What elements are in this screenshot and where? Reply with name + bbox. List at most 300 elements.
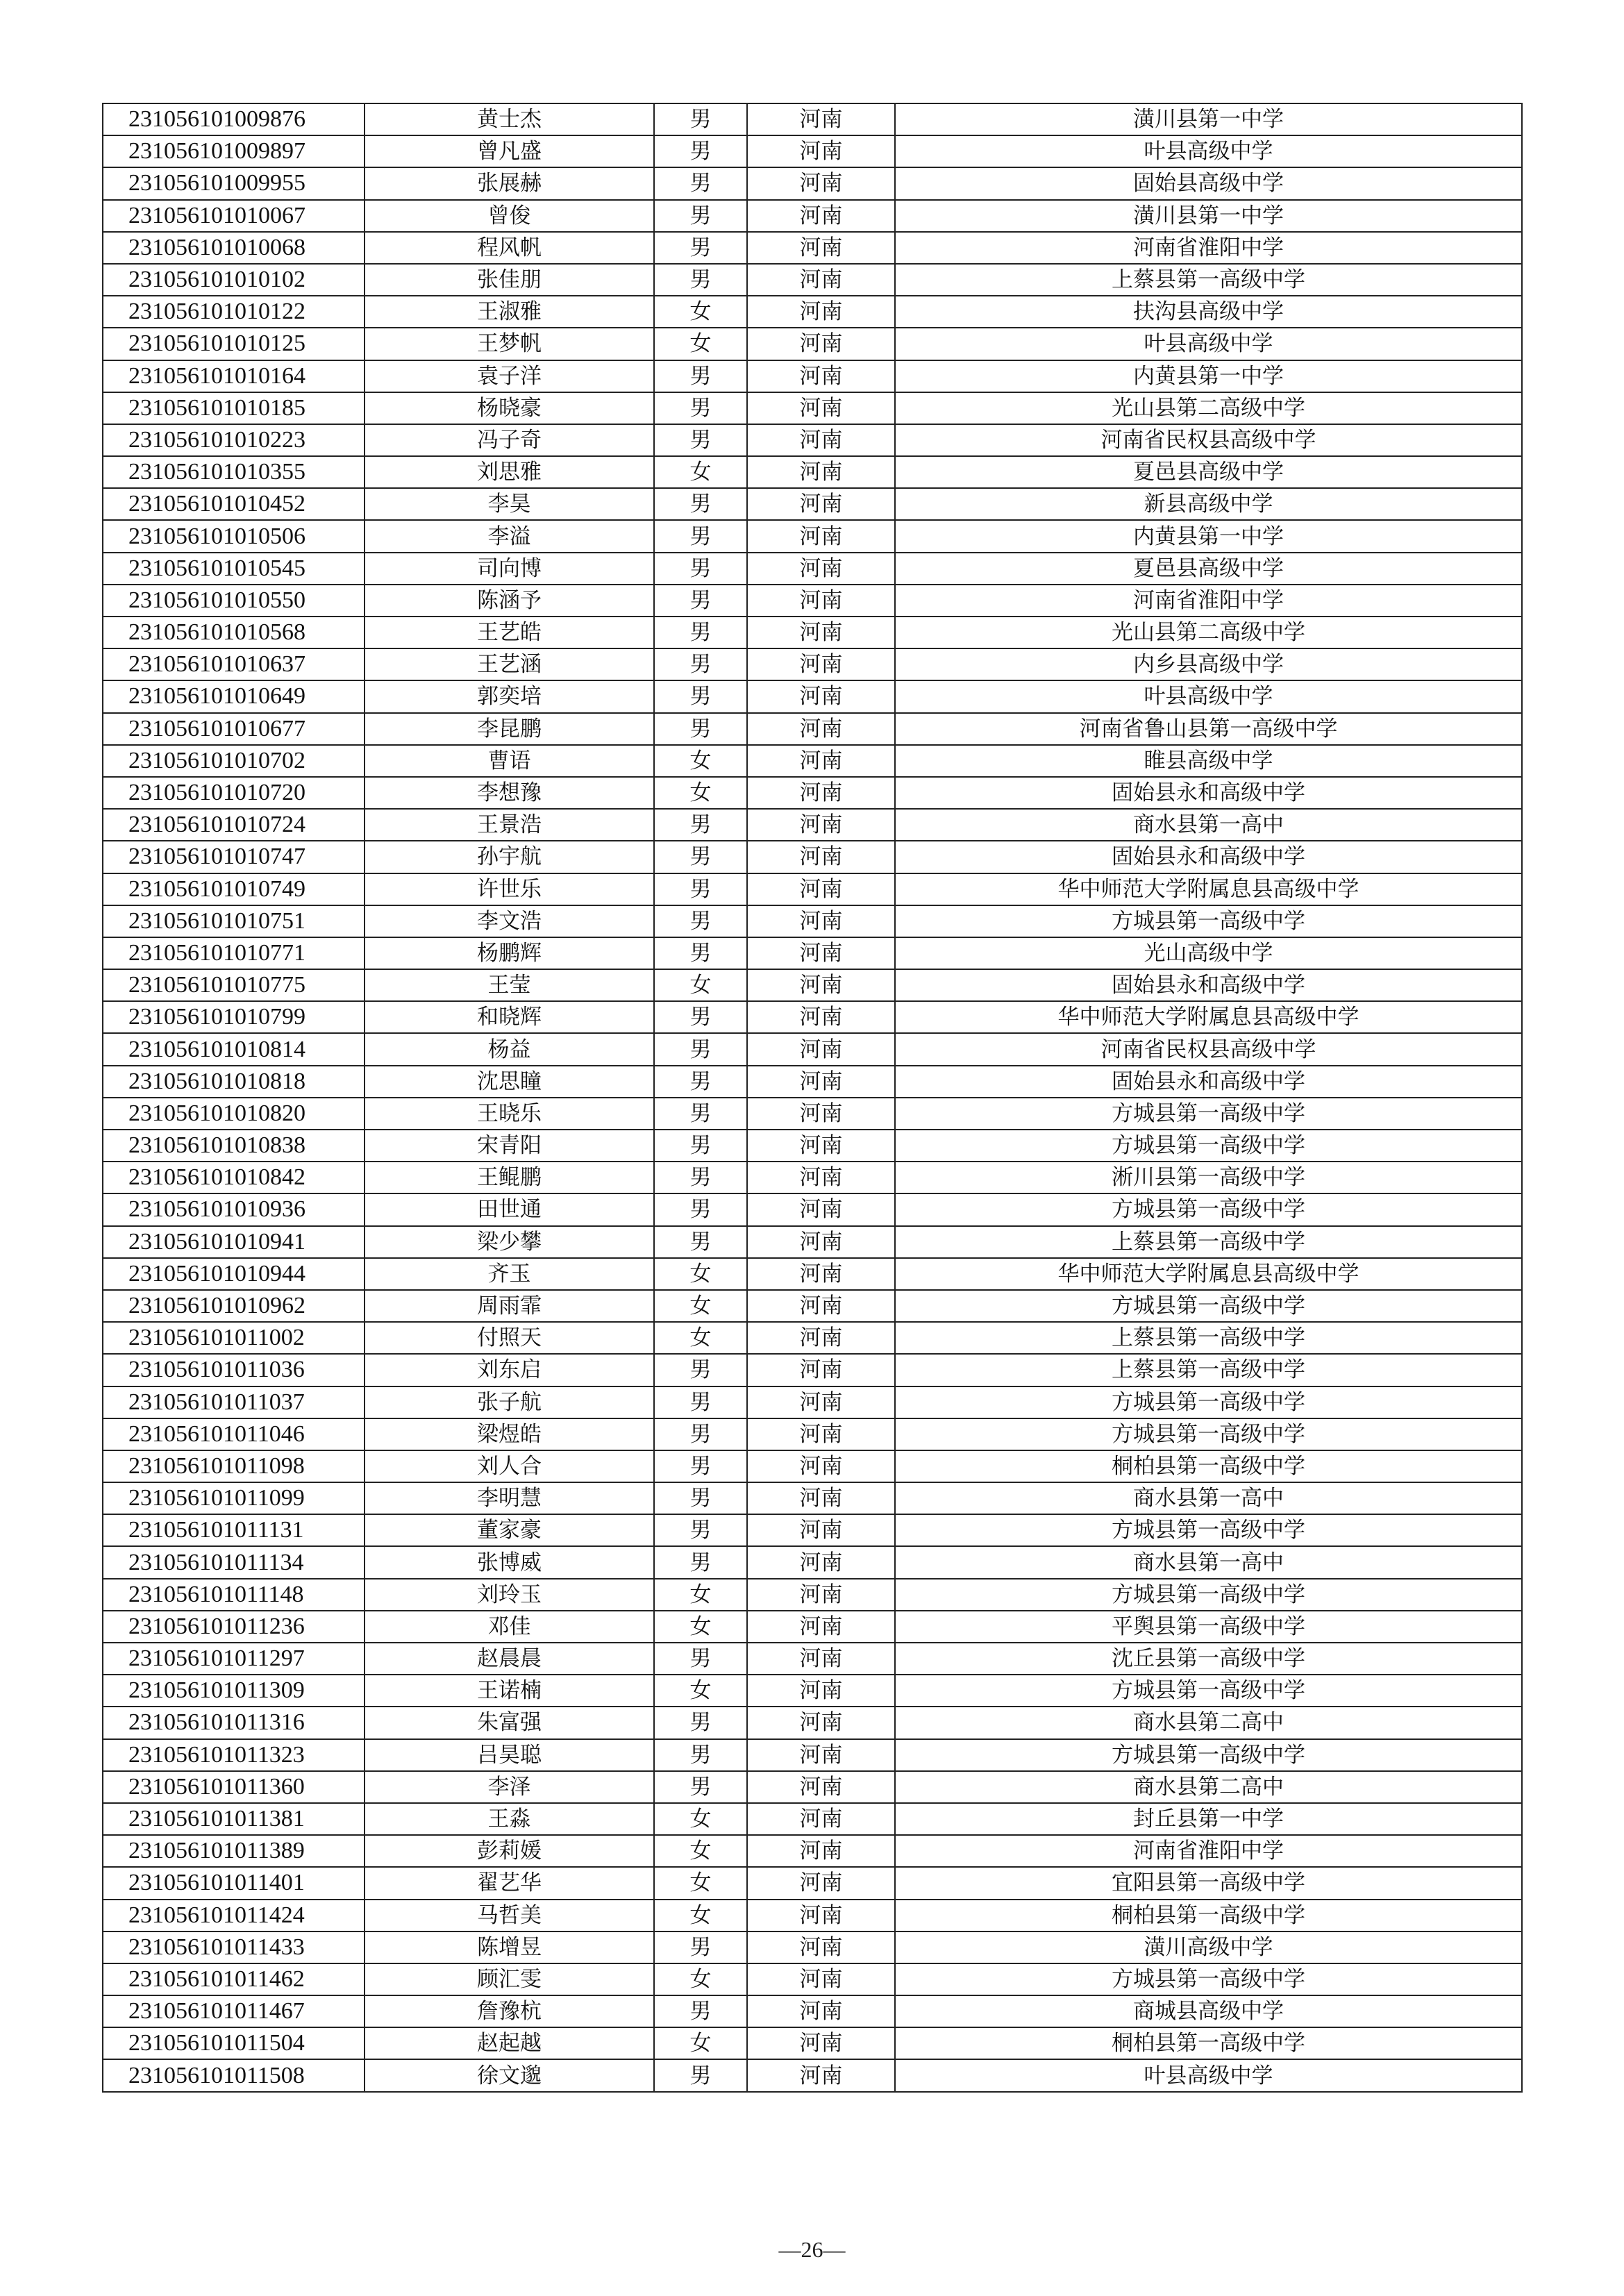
- gender-cell: 男: [654, 2059, 747, 2091]
- candidate-id-cell: 231056101010223: [103, 424, 365, 456]
- school-cell: 方城县第一高级中学: [895, 1963, 1522, 1995]
- table-row: [103, 1193, 1522, 1225]
- name-cell: 刘思雅: [365, 456, 654, 488]
- table-row: [103, 680, 1522, 712]
- candidate-id-cell: 231056101011099: [103, 1482, 365, 1514]
- table-row: [103, 1258, 1522, 1290]
- table-row: [103, 1514, 1522, 1546]
- table-row: [103, 969, 1522, 1001]
- table-row: [103, 2027, 1522, 2059]
- name-cell: 邓佳: [365, 1611, 654, 1643]
- school-cell: 商水县第一高中: [895, 809, 1522, 841]
- gender-cell: 女: [654, 1290, 747, 1322]
- candidate-id-cell: 231056101010818: [103, 1066, 365, 1098]
- name-cell: 张博威: [365, 1546, 654, 1578]
- gender-cell: 男: [654, 264, 747, 296]
- name-cell: 王淼: [365, 1803, 654, 1835]
- candidate-id-cell: 231056101010724: [103, 809, 365, 841]
- gender-cell: 女: [654, 745, 747, 777]
- table-row: [103, 1001, 1522, 1033]
- table-row: [103, 1290, 1522, 1322]
- gender-cell: 男: [654, 488, 747, 520]
- candidate-id-cell: 231056101011098: [103, 1450, 365, 1482]
- table-row: [103, 1867, 1522, 1899]
- gender-cell: 女: [654, 1835, 747, 1867]
- province-cell: 河南: [747, 1482, 895, 1514]
- candidate-id-cell: 231056101011508: [103, 2059, 365, 2091]
- province-cell: 河南: [747, 392, 895, 424]
- name-cell: 曹语: [365, 745, 654, 777]
- name-cell: 徐文邈: [365, 2059, 654, 2091]
- gender-cell: 男: [654, 1514, 747, 1546]
- name-cell: 王晓乐: [365, 1098, 654, 1130]
- name-cell: 李想豫: [365, 777, 654, 809]
- table-row: [103, 264, 1522, 296]
- table-row: [103, 328, 1522, 360]
- candidate-id-cell: 231056101010775: [103, 969, 365, 1001]
- name-cell: 詹豫杭: [365, 1995, 654, 2027]
- name-cell: 杨益: [365, 1033, 654, 1065]
- name-cell: 李溢: [365, 520, 654, 552]
- candidate-id-cell: 231056101010067: [103, 200, 365, 232]
- school-cell: 方城县第一高级中学: [895, 1386, 1522, 1418]
- school-cell: 商水县第一高中: [895, 1546, 1522, 1578]
- gender-cell: 女: [654, 1867, 747, 1899]
- school-cell: 固始县高级中学: [895, 167, 1522, 199]
- gender-cell: 女: [654, 1803, 747, 1835]
- table-row: [103, 1579, 1522, 1611]
- candidate-id-cell: 231056101010838: [103, 1130, 365, 1162]
- name-cell: 王梦帆: [365, 328, 654, 360]
- school-cell: 桐柏县第一高级中学: [895, 1900, 1522, 1932]
- school-cell: 商水县第二高中: [895, 1771, 1522, 1803]
- gender-cell: 男: [654, 841, 747, 873]
- candidate-id-cell: 231056101011297: [103, 1643, 365, 1675]
- school-cell: 河南省民权县高级中学: [895, 1033, 1522, 1065]
- province-cell: 河南: [747, 553, 895, 585]
- name-cell: 黄士杰: [365, 103, 654, 135]
- table-row: [103, 1835, 1522, 1867]
- table-row: [103, 1995, 1522, 2027]
- table-row: [103, 873, 1522, 905]
- province-cell: 河南: [747, 969, 895, 1001]
- table-row: [103, 1803, 1522, 1835]
- province-cell: 河南: [747, 232, 895, 264]
- province-cell: 河南: [747, 1386, 895, 1418]
- province-cell: 河南: [747, 1835, 895, 1867]
- name-cell: 曾俊: [365, 200, 654, 232]
- table-row: [103, 424, 1522, 456]
- province-cell: 河南: [747, 585, 895, 617]
- school-cell: 河南省民权县高级中学: [895, 424, 1522, 456]
- table-row: [103, 1033, 1522, 1065]
- candidate-id-cell: 231056101011504: [103, 2027, 365, 2059]
- school-cell: 河南省淮阳中学: [895, 232, 1522, 264]
- table-row: [103, 167, 1522, 199]
- school-cell: 桐柏县第一高级中学: [895, 2027, 1522, 2059]
- name-cell: 王鲲鹏: [365, 1162, 654, 1193]
- table-row: [103, 200, 1522, 232]
- school-cell: 华中师范大学附属息县高级中学: [895, 1001, 1522, 1033]
- name-cell: 李昆鹏: [365, 713, 654, 745]
- gender-cell: 男: [654, 1450, 747, 1482]
- school-cell: 方城县第一高级中学: [895, 1193, 1522, 1225]
- province-cell: 河南: [747, 1867, 895, 1899]
- school-cell: 方城县第一高级中学: [895, 1579, 1522, 1611]
- school-cell: 上蔡县第一高级中学: [895, 1322, 1522, 1354]
- province-cell: 河南: [747, 424, 895, 456]
- table-row: [103, 617, 1522, 648]
- name-cell: 冯子奇: [365, 424, 654, 456]
- name-cell: 陈增昱: [365, 1932, 654, 1963]
- gender-cell: 男: [654, 617, 747, 648]
- province-cell: 河南: [747, 520, 895, 552]
- school-cell: 叶县高级中学: [895, 680, 1522, 712]
- school-cell: 上蔡县第一高级中学: [895, 1226, 1522, 1258]
- candidate-id-cell: 231056101010164: [103, 360, 365, 392]
- candidate-id-cell: 231056101010568: [103, 617, 365, 648]
- gender-cell: 女: [654, 2027, 747, 2059]
- candidate-id-cell: 231056101011323: [103, 1739, 365, 1771]
- candidate-id-cell: 231056101010545: [103, 553, 365, 585]
- province-cell: 河南: [747, 937, 895, 969]
- province-cell: 河南: [747, 264, 895, 296]
- gender-cell: 女: [654, 328, 747, 360]
- candidate-id-cell: 231056101010720: [103, 777, 365, 809]
- gender-cell: 男: [654, 1386, 747, 1418]
- gender-cell: 男: [654, 1098, 747, 1130]
- school-cell: 桐柏县第一高级中学: [895, 1450, 1522, 1482]
- candidate-id-cell: 231056101011381: [103, 1803, 365, 1835]
- province-cell: 河南: [747, 648, 895, 680]
- province-cell: 河南: [747, 1546, 895, 1578]
- gender-cell: 男: [654, 1162, 747, 1193]
- table-row: [103, 777, 1522, 809]
- province-cell: 河南: [747, 1130, 895, 1162]
- candidate-id-cell: 231056101010814: [103, 1033, 365, 1065]
- province-cell: 河南: [747, 617, 895, 648]
- gender-cell: 男: [654, 1643, 747, 1675]
- school-cell: 扶沟县高级中学: [895, 296, 1522, 328]
- table-row: [103, 1932, 1522, 1963]
- candidate-id-cell: 231056101011467: [103, 1995, 365, 2027]
- name-cell: 朱富强: [365, 1707, 654, 1738]
- page-number: —26—: [778, 2237, 846, 2262]
- table-row: [103, 937, 1522, 969]
- table-row: [103, 1066, 1522, 1098]
- gender-cell: 男: [654, 873, 747, 905]
- province-cell: 河南: [747, 1803, 895, 1835]
- candidate-id-cell: 231056101011134: [103, 1546, 365, 1578]
- gender-cell: 女: [654, 1322, 747, 1354]
- province-cell: 河南: [747, 135, 895, 167]
- province-cell: 河南: [747, 1771, 895, 1803]
- gender-cell: 女: [654, 777, 747, 809]
- gender-cell: 男: [654, 1193, 747, 1225]
- school-cell: 上蔡县第一高级中学: [895, 264, 1522, 296]
- gender-cell: 男: [654, 1546, 747, 1578]
- table-row: [103, 360, 1522, 392]
- candidate-id-cell: 231056101010944: [103, 1258, 365, 1290]
- name-cell: 李昊: [365, 488, 654, 520]
- gender-cell: 男: [654, 1707, 747, 1738]
- school-cell: 方城县第一高级中学: [895, 1418, 1522, 1450]
- school-cell: 方城县第一高级中学: [895, 905, 1522, 937]
- table-row: [103, 1771, 1522, 1803]
- school-cell: 固始县永和高级中学: [895, 841, 1522, 873]
- table-row: [103, 232, 1522, 264]
- name-cell: 王艺涵: [365, 648, 654, 680]
- name-cell: 翟艺华: [365, 1867, 654, 1899]
- table-row: [103, 1963, 1522, 1995]
- candidate-id-cell: 231056101011148: [103, 1579, 365, 1611]
- table-row: [103, 392, 1522, 424]
- gender-cell: 男: [654, 937, 747, 969]
- table-row: [103, 1611, 1522, 1643]
- gender-cell: 男: [654, 424, 747, 456]
- candidate-id-cell: 231056101011037: [103, 1386, 365, 1418]
- gender-cell: 男: [654, 648, 747, 680]
- school-cell: 睢县高级中学: [895, 745, 1522, 777]
- school-cell: 河南省鲁山县第一高级中学: [895, 713, 1522, 745]
- name-cell: 曾凡盛: [365, 135, 654, 167]
- school-cell: 内黄县第一中学: [895, 520, 1522, 552]
- school-cell: 方城县第一高级中学: [895, 1290, 1522, 1322]
- table-row: [103, 1322, 1522, 1354]
- province-cell: 河南: [747, 1226, 895, 1258]
- school-cell: 固始县永和高级中学: [895, 969, 1522, 1001]
- table-row: [103, 1130, 1522, 1162]
- school-cell: 沈丘县第一高级中学: [895, 1643, 1522, 1675]
- candidate-id-cell: 231056101010506: [103, 520, 365, 552]
- table-row: [103, 1546, 1522, 1578]
- province-cell: 河南: [747, 1193, 895, 1225]
- candidate-id-cell: 231056101010842: [103, 1162, 365, 1193]
- gender-cell: 男: [654, 1482, 747, 1514]
- gender-cell: 男: [654, 713, 747, 745]
- school-cell: 平舆县第一高级中学: [895, 1611, 1522, 1643]
- name-cell: 刘玲玉: [365, 1579, 654, 1611]
- province-cell: 河南: [747, 1450, 895, 1482]
- gender-cell: 男: [654, 1995, 747, 2027]
- table-row: [103, 456, 1522, 488]
- school-cell: 河南省淮阳中学: [895, 1835, 1522, 1867]
- gender-cell: 男: [654, 680, 747, 712]
- candidate-id-cell: 231056101009876: [103, 103, 365, 135]
- table-body: [103, 103, 1522, 2092]
- name-cell: 杨晓豪: [365, 392, 654, 424]
- school-cell: 淅川县第一高级中学: [895, 1162, 1522, 1193]
- province-cell: 河南: [747, 1290, 895, 1322]
- name-cell: 王淑雅: [365, 296, 654, 328]
- school-cell: 方城县第一高级中学: [895, 1675, 1522, 1707]
- province-cell: 河南: [747, 1675, 895, 1707]
- candidate-id-cell: 231056101011002: [103, 1322, 365, 1354]
- table-row: [103, 135, 1522, 167]
- province-cell: 河南: [747, 2027, 895, 2059]
- gender-cell: 女: [654, 1579, 747, 1611]
- name-cell: 杨鹏辉: [365, 937, 654, 969]
- name-cell: 程风帆: [365, 232, 654, 264]
- province-cell: 河南: [747, 1514, 895, 1546]
- candidate-id-cell: 231056101010355: [103, 456, 365, 488]
- table-row: [103, 553, 1522, 585]
- name-cell: 刘东启: [365, 1354, 654, 1386]
- gender-cell: 女: [654, 1258, 747, 1290]
- school-cell: 华中师范大学附属息县高级中学: [895, 873, 1522, 905]
- school-cell: 叶县高级中学: [895, 328, 1522, 360]
- candidate-id-cell: 231056101010185: [103, 392, 365, 424]
- gender-cell: 女: [654, 969, 747, 1001]
- province-cell: 河南: [747, 296, 895, 328]
- school-cell: 商城县高级中学: [895, 1995, 1522, 2027]
- gender-cell: 男: [654, 1739, 747, 1771]
- table-row: [103, 1900, 1522, 1932]
- school-cell: 内乡县高级中学: [895, 648, 1522, 680]
- province-cell: 河南: [747, 1707, 895, 1738]
- gender-cell: 男: [654, 200, 747, 232]
- table-row: [103, 296, 1522, 328]
- candidate-id-cell: 231056101010820: [103, 1098, 365, 1130]
- name-cell: 张佳朋: [365, 264, 654, 296]
- table-row: [103, 1098, 1522, 1130]
- gender-cell: 女: [654, 456, 747, 488]
- name-cell: 李泽: [365, 1771, 654, 1803]
- table-row: [103, 1643, 1522, 1675]
- province-cell: 河南: [747, 841, 895, 873]
- province-cell: 河南: [747, 1098, 895, 1130]
- table-row: [103, 745, 1522, 777]
- candidate-id-cell: 231056101011433: [103, 1932, 365, 1963]
- name-cell: 马哲美: [365, 1900, 654, 1932]
- school-cell: 封丘县第一中学: [895, 1803, 1522, 1835]
- province-cell: 河南: [747, 1739, 895, 1771]
- candidate-id-cell: 231056101010550: [103, 585, 365, 617]
- name-cell: 王诺楠: [365, 1675, 654, 1707]
- candidate-id-cell: 231056101011462: [103, 1963, 365, 1995]
- school-cell: 固始县永和高级中学: [895, 777, 1522, 809]
- province-cell: 河南: [747, 456, 895, 488]
- table-row: [103, 1450, 1522, 1482]
- gender-cell: 男: [654, 167, 747, 199]
- candidate-id-cell: 231056101011424: [103, 1900, 365, 1932]
- candidate-id-cell: 231056101010749: [103, 873, 365, 905]
- school-cell: 商水县第二高中: [895, 1707, 1522, 1738]
- table-row: [103, 2059, 1522, 2091]
- gender-cell: 男: [654, 1418, 747, 1450]
- school-cell: 叶县高级中学: [895, 135, 1522, 167]
- candidate-id-cell: 231056101010751: [103, 905, 365, 937]
- gender-cell: 男: [654, 809, 747, 841]
- name-cell: 吕昊聪: [365, 1739, 654, 1771]
- school-cell: 方城县第一高级中学: [895, 1739, 1522, 1771]
- gender-cell: 男: [654, 1033, 747, 1065]
- candidate-id-cell: 231056101011236: [103, 1611, 365, 1643]
- gender-cell: 男: [654, 1066, 747, 1098]
- name-cell: 刘人合: [365, 1450, 654, 1482]
- province-cell: 河南: [747, 1579, 895, 1611]
- admission-list-table: [102, 103, 1523, 2093]
- candidate-id-cell: 231056101011309: [103, 1675, 365, 1707]
- name-cell: 李明慧: [365, 1482, 654, 1514]
- candidate-id-cell: 231056101010941: [103, 1226, 365, 1258]
- name-cell: 李文浩: [365, 905, 654, 937]
- school-cell: 夏邑县高级中学: [895, 456, 1522, 488]
- school-cell: 内黄县第一中学: [895, 360, 1522, 392]
- gender-cell: 男: [654, 1001, 747, 1033]
- name-cell: 孙宇航: [365, 841, 654, 873]
- table-row: [103, 103, 1522, 135]
- name-cell: 齐玉: [365, 1258, 654, 1290]
- candidate-id-cell: 231056101011389: [103, 1835, 365, 1867]
- table-row: [103, 1226, 1522, 1258]
- name-cell: 王景浩: [365, 809, 654, 841]
- gender-cell: 男: [654, 360, 747, 392]
- candidate-id-cell: 231056101010936: [103, 1193, 365, 1225]
- name-cell: 赵晨晨: [365, 1643, 654, 1675]
- name-cell: 司向博: [365, 553, 654, 585]
- school-cell: 方城县第一高级中学: [895, 1130, 1522, 1162]
- candidate-id-cell: 231056101010102: [103, 264, 365, 296]
- gender-cell: 男: [654, 1130, 747, 1162]
- candidate-id-cell: 231056101010125: [103, 328, 365, 360]
- name-cell: 袁子洋: [365, 360, 654, 392]
- name-cell: 沈思瞳: [365, 1066, 654, 1098]
- school-cell: 方城县第一高级中学: [895, 1514, 1522, 1546]
- name-cell: 梁少攀: [365, 1226, 654, 1258]
- gender-cell: 男: [654, 135, 747, 167]
- table-row: [103, 1162, 1522, 1193]
- province-cell: 河南: [747, 1162, 895, 1193]
- gender-cell: 女: [654, 1611, 747, 1643]
- name-cell: 梁煜皓: [365, 1418, 654, 1450]
- candidate-id-cell: 231056101010702: [103, 745, 365, 777]
- province-cell: 河南: [747, 103, 895, 135]
- province-cell: 河南: [747, 1418, 895, 1450]
- table-row: [103, 713, 1522, 745]
- province-cell: 河南: [747, 1001, 895, 1033]
- province-cell: 河南: [747, 1995, 895, 2027]
- school-cell: 叶县高级中学: [895, 2059, 1522, 2091]
- name-cell: 周雨霏: [365, 1290, 654, 1322]
- province-cell: 河南: [747, 1932, 895, 1963]
- school-cell: 宜阳县第一高级中学: [895, 1867, 1522, 1899]
- school-cell: 光山县第二高级中学: [895, 392, 1522, 424]
- name-cell: 顾汇雯: [365, 1963, 654, 1995]
- table-row: [103, 1482, 1522, 1514]
- province-cell: 河南: [747, 1066, 895, 1098]
- province-cell: 河南: [747, 745, 895, 777]
- gender-cell: 男: [654, 585, 747, 617]
- province-cell: 河南: [747, 1033, 895, 1065]
- candidate-id-cell: 231056101010962: [103, 1290, 365, 1322]
- candidate-id-cell: 231056101010122: [103, 296, 365, 328]
- gender-cell: 男: [654, 1354, 747, 1386]
- province-cell: 河南: [747, 1900, 895, 1932]
- table-row: [103, 1707, 1522, 1738]
- gender-cell: 女: [654, 296, 747, 328]
- province-cell: 河南: [747, 1643, 895, 1675]
- candidate-id-cell: 231056101010452: [103, 488, 365, 520]
- name-cell: 郭奕培: [365, 680, 654, 712]
- school-cell: 新县高级中学: [895, 488, 1522, 520]
- province-cell: 河南: [747, 200, 895, 232]
- candidate-id-cell: 231056101011360: [103, 1771, 365, 1803]
- table-row: [103, 648, 1522, 680]
- gender-cell: 女: [654, 1675, 747, 1707]
- candidate-id-cell: 231056101011131: [103, 1514, 365, 1546]
- school-cell: 光山高级中学: [895, 937, 1522, 969]
